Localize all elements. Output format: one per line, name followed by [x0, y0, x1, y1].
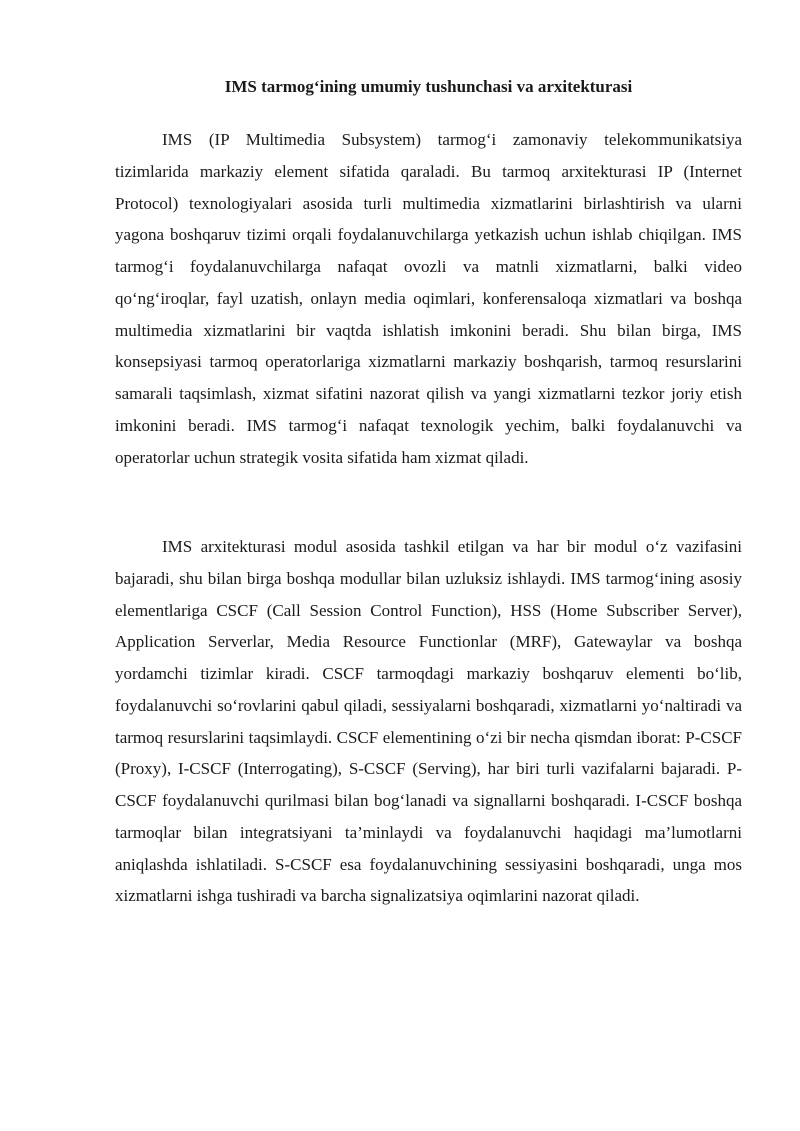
paragraph-ims-architecture: IMS arxitekturasi modul asosida tashkil etilgan va har bir modul o‘z vazifasini bajaradi, shu bilan birga boshqa modullar bilan uzluksiz ishlaydi. IMS tarmog‘ining asosiy elementlariga CSCF (Call Session Control Function), HSS (Home Subscriber Server), Application Serverlar, Media Resource Functionlar (MRF), Gatewaylar va boshqa yordamchi tizimlar kiradi. CSCF tarmoqdagi markaziy boshqaruv elementi bo‘lib, foydalanuvchi so‘rovlarini qabul qiladi, sessiyalarni boshqaradi, xizmatlarni yo‘naltiradi va tarmoq resurslarini taqsimlaydi. CSCF elementining o‘zi bir necha qismdan iborat: P-CSCF (Proxy), I-CSCF (Interrogating), S-CSCF (Serving), har biri turli vazifalarni bajaradi. P-CSCF foydalanuvchi qurilmasi bilan bog‘lanadi va signallarni boshqaradi. I-CSCF boshqa tarmoqlar bilan integratsiyani ta’minlaydi va foydalanuvchi haqidagi ma’lumotlarni aniqlashda ishlatiladi. S-CSCF esa foydalanuvchining sessiyasini boshqaradi, unga mos xizmatlarni ishga tushiradi va barcha signalizatsiya oqimlarini nazorat qiladi. — [115, 537, 742, 906]
paragraph-ims-overview: IMS (IP Multimedia Subsystem) tarmog‘i zamonaviy telekommunikatsiya tizimlarida markaziy element sifatida qaraladi. Bu tarmoq arxitekturasi IP (Internet Protocol) texnologiyalari asosida turli multimedia xizmatlarini birlashtirish va ularni yagona boshqaruv tizimi orqali foydalanuvchilarga yetkazish uchun ishlab chiqilgan. IMS tarmog‘i foydalanuvchilarga nafaqat ovozli va matnli xizmatlarni, balki video qo‘ng‘iroqlar, fayl uzatish, onlayn media oqimlari, konferensaloqa xizmatlari va boshqa multimedia xizmatlarini bir vaqtda ishlatish imkonini beradi. Shu bilan birga, IMS konsepsiyasi tarmoq operatorlariga xizmatlarni markaziy boshqarish, tarmoq resurslarini samarali taqsimlash, xizmat sifatini nazorat qilish va yangi xizmatlarni tezkor joriy etish imkonini beradi. IMS tarmog‘i nafaqat texnologik yechim, balki foydalanuvchi va operatorlar uchun strategik vosita sifatida ham xizmat qiladi. — [115, 130, 742, 467]
document-title: IMS tarmog‘ining umumiy tushunchasi va arxitekturasi — [224, 77, 633, 96]
